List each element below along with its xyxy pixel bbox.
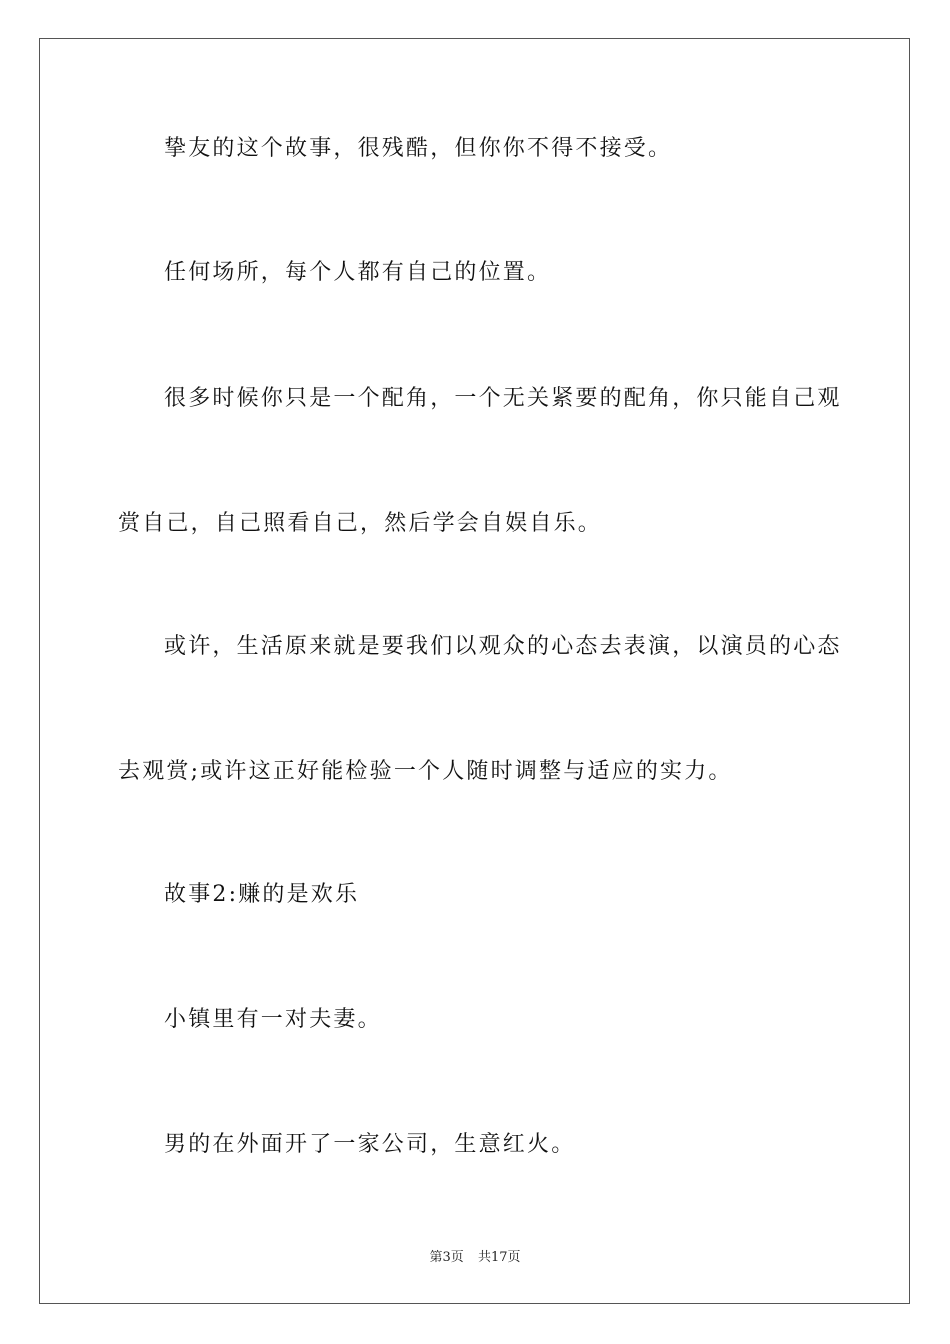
paragraph-line: 任何场所，每个人都有自己的位置。 <box>164 260 552 285</box>
page-border <box>39 38 910 1304</box>
paragraph-line: 挚友的这个故事，很残酷，但你你不得不接受。 <box>164 136 673 161</box>
paragraph-line: 男的在外面开了一家公司，生意红火。 <box>164 1132 576 1157</box>
paragraph-line: 赏自己，自己照看自己，然后学会自娱自乐。 <box>118 511 603 536</box>
page-number: 第3页 <box>429 1250 464 1265</box>
page-footer <box>0 1246 950 1265</box>
paragraph-line: 很多时候你只是一个配角，一个无关紧要的配角，你只能自己观 <box>164 386 842 411</box>
paragraph-line: 去观赏;或许这正好能检验一个人随时调整与适应的实力。 <box>118 759 733 784</box>
paragraph-line: 或许，生活原来就是要我们以观众的心态去表演，以演员的心态 <box>164 634 842 659</box>
total-pages: 共17页 <box>477 1250 521 1265</box>
section-heading: 故事2:赚的是欢乐 <box>164 882 360 907</box>
paragraph-line: 小镇里有一对夫妻。 <box>164 1007 382 1032</box>
